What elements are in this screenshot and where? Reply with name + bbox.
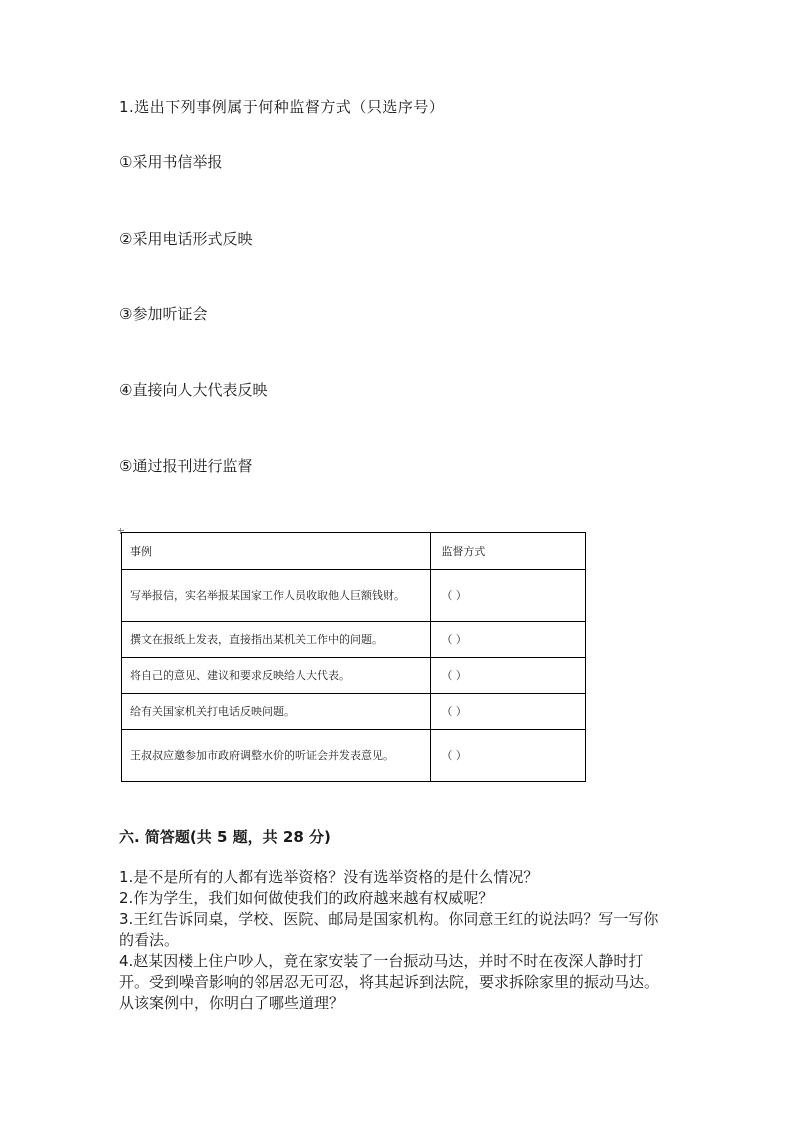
answer-blank[interactable]: （ ） (431, 730, 586, 782)
short-answer-question: 1.是不是所有的人都有选举资格？没有选举资格的是什么情况？ (119, 868, 539, 886)
short-answer-question: 4.赵某因楼上住户吵人，竟在家安装了一台振动马达，并时不时在夜深人静时打开。受到噪音影响的邻居忍无可忍，将其起诉到法院，要求拆除家里的振动马达。从该案例中，你明白了哪些道理？ (119, 952, 660, 1012)
event-cell: 写举报信，实名举报某国家工作人员收取他人巨额钱财。 (122, 570, 431, 622)
option-2: ②采用电话形式反映 (119, 230, 253, 248)
answer-blank[interactable]: （ ） (431, 694, 586, 730)
table-row (122, 694, 586, 730)
header-event: 事例 (122, 533, 431, 570)
table-row (122, 570, 586, 622)
answer-blank[interactable]: （ ） (431, 570, 586, 622)
table-row (122, 622, 586, 658)
table-row (122, 730, 586, 782)
option-1: ①采用书信举报 (119, 153, 223, 171)
answer-blank[interactable]: （ ） (431, 658, 586, 694)
option-4: ④直接向人大代表反映 (119, 381, 268, 399)
event-cell: 给有关国家机关打电话反映问题。 (122, 694, 431, 730)
question-title: 1.选出下列事例属于何种监督方式（只选序号） (119, 98, 445, 116)
section-title: 六. 简答题(共 5 题，共 28 分) (119, 828, 331, 846)
short-answer-questions (119, 867, 667, 1014)
table-move-handle-icon (118, 528, 124, 534)
event-cell: 王叔叔应邀参加市政府调整水价的听证会并发表意见。 (122, 730, 431, 782)
short-answer-question: 3.王红告诉同桌，学校、医院、邮局是国家机构。你同意王红的说法吗？写一写你的看法。 (119, 910, 659, 949)
answer-blank[interactable]: （ ） (431, 622, 586, 658)
option-5: ⑤通过报刊进行监督 (119, 457, 253, 475)
header-method: 监督方式 (431, 533, 586, 570)
option-3: ③参加听证会 (119, 305, 208, 323)
event-cell: 将自己的意见、建议和要求反映给人大代表。 (122, 658, 431, 694)
table-header-row (122, 533, 586, 570)
table-row (122, 658, 586, 694)
short-answer-question: 2.作为学生，我们如何做使我们的政府越来越有权威呢？ (119, 889, 494, 907)
event-cell: 撰文在报纸上发表，直接指出某机关工作中的问题。 (122, 622, 431, 658)
supervision-table (121, 532, 586, 782)
